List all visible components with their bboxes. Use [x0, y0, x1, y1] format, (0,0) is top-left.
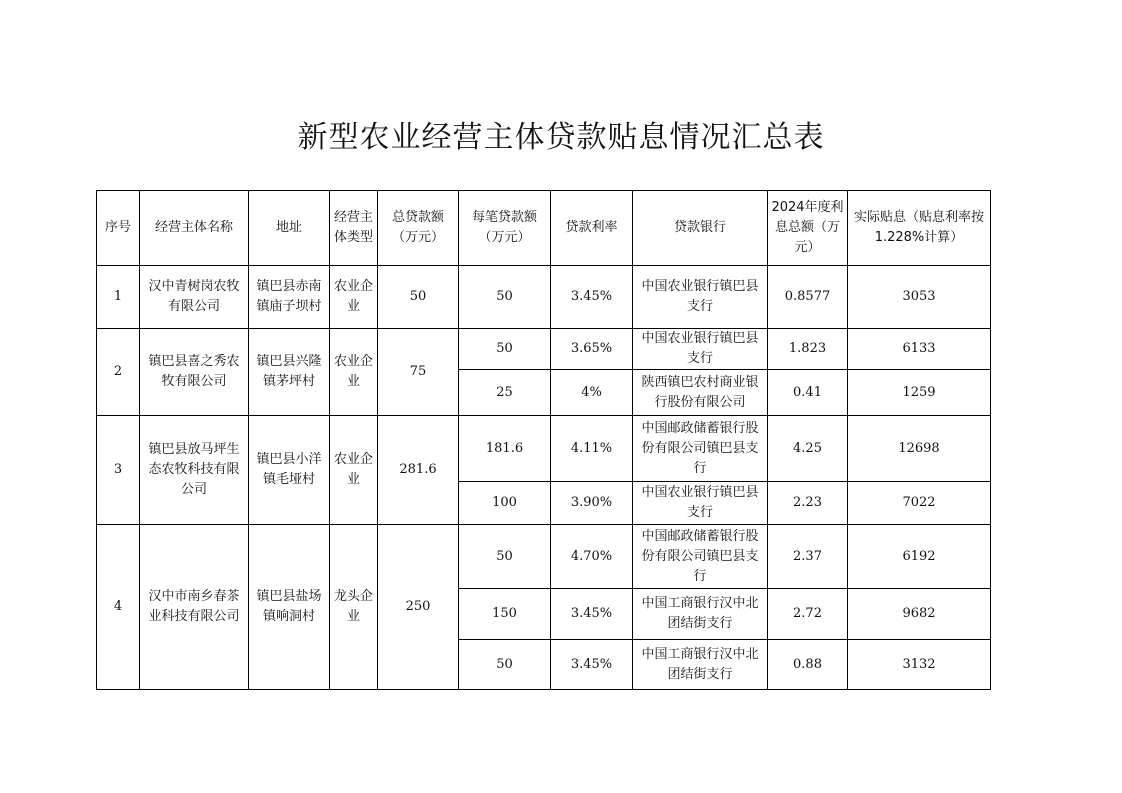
cell-subsidy: 9682	[848, 589, 991, 640]
header-total: 总贷款额（万元）	[378, 191, 459, 266]
table-row	[97, 329, 991, 370]
header-type: 经营主体类型	[330, 191, 378, 266]
cell-subsidy: 7022	[848, 482, 991, 525]
table-row	[97, 416, 991, 482]
cell-subsidy: 3132	[848, 640, 991, 690]
cell-rate: 4.70%	[551, 525, 633, 589]
cell-address: 镇巴县盐场镇响洞村	[249, 525, 330, 690]
cell-seq: 2	[97, 329, 140, 416]
cell-interest: 4.25	[768, 416, 848, 482]
cell-name: 镇巴县放马坪生态农牧科技有限公司	[140, 416, 249, 525]
cell-amount: 181.6	[459, 416, 551, 482]
cell-name: 汉中青树岗农牧有限公司	[140, 266, 249, 329]
cell-address: 镇巴县赤南镇庙子坝村	[249, 266, 330, 329]
cell-rate: 4.11%	[551, 416, 633, 482]
cell-type: 龙头企业	[330, 525, 378, 690]
cell-interest: 2.37	[768, 525, 848, 589]
cell-amount: 150	[459, 589, 551, 640]
header-interest: 2024年度利息总额（万元）	[768, 191, 848, 266]
cell-interest: 2.23	[768, 482, 848, 525]
cell-bank: 中国工商银行汉中北团结街支行	[633, 640, 768, 690]
cell-interest: 0.8577	[768, 266, 848, 329]
cell-rate: 3.45%	[551, 266, 633, 329]
cell-total: 50	[378, 266, 459, 329]
cell-bank: 中国农业银行镇巴县支行	[633, 482, 768, 525]
cell-total: 250	[378, 525, 459, 690]
subsidy-summary-table	[96, 190, 991, 690]
cell-interest: 2.72	[768, 589, 848, 640]
cell-bank: 中国工商银行汉中北团结街支行	[633, 589, 768, 640]
cell-amount: 25	[459, 370, 551, 416]
cell-interest: 1.823	[768, 329, 848, 370]
cell-interest: 0.41	[768, 370, 848, 416]
cell-amount: 50	[459, 640, 551, 690]
page-title: 新型农业经营主体贷款贴息情况汇总表	[297, 120, 825, 155]
cell-name: 汉中市南乡春茶业科技有限公司	[140, 525, 249, 690]
table-header-row	[97, 191, 991, 266]
cell-type: 农业企业	[330, 266, 378, 329]
cell-address: 镇巴县兴隆镇茅坪村	[249, 329, 330, 416]
cell-total: 281.6	[378, 416, 459, 525]
cell-rate: 3.45%	[551, 640, 633, 690]
cell-bank: 中国邮政储蓄银行股份有限公司镇巴县支行	[633, 416, 768, 482]
cell-amount: 50	[459, 329, 551, 370]
cell-subsidy: 6133	[848, 329, 991, 370]
cell-rate: 3.65%	[551, 329, 633, 370]
table-row	[97, 266, 991, 329]
cell-bank: 中国农业银行镇巴县支行	[633, 266, 768, 329]
header-name: 经营主体名称	[140, 191, 249, 266]
cell-amount: 50	[459, 525, 551, 589]
cell-interest: 0.88	[768, 640, 848, 690]
header-address: 地址	[249, 191, 330, 266]
cell-seq: 4	[97, 525, 140, 690]
cell-rate: 4%	[551, 370, 633, 416]
cell-rate: 3.45%	[551, 589, 633, 640]
cell-total: 75	[378, 329, 459, 416]
cell-rate: 3.90%	[551, 482, 633, 525]
header-bank: 贷款银行	[633, 191, 768, 266]
cell-seq: 1	[97, 266, 140, 329]
cell-address: 镇巴县小洋镇毛垭村	[249, 416, 330, 525]
cell-bank: 中国邮政储蓄银行股份有限公司镇巴县支行	[633, 525, 768, 589]
cell-bank: 中国农业银行镇巴县支行	[633, 329, 768, 370]
table-row	[97, 525, 991, 589]
header-each: 每笔贷款额（万元）	[459, 191, 551, 266]
header-rate: 贷款利率	[551, 191, 633, 266]
cell-subsidy: 6192	[848, 525, 991, 589]
cell-bank: 陕西镇巴农村商业银行股份有限公司	[633, 370, 768, 416]
cell-seq: 3	[97, 416, 140, 525]
cell-subsidy: 12698	[848, 416, 991, 482]
header-subsidy: 实际贴息（贴息利率按1.228%计算）	[848, 191, 991, 266]
cell-amount: 50	[459, 266, 551, 329]
cell-type: 农业企业	[330, 416, 378, 525]
cell-name: 镇巴县喜之秀农牧有限公司	[140, 329, 249, 416]
cell-type: 农业企业	[330, 329, 378, 416]
cell-subsidy: 1259	[848, 370, 991, 416]
cell-subsidy: 3053	[848, 266, 991, 329]
cell-amount: 100	[459, 482, 551, 525]
header-seq: 序号	[97, 191, 140, 266]
